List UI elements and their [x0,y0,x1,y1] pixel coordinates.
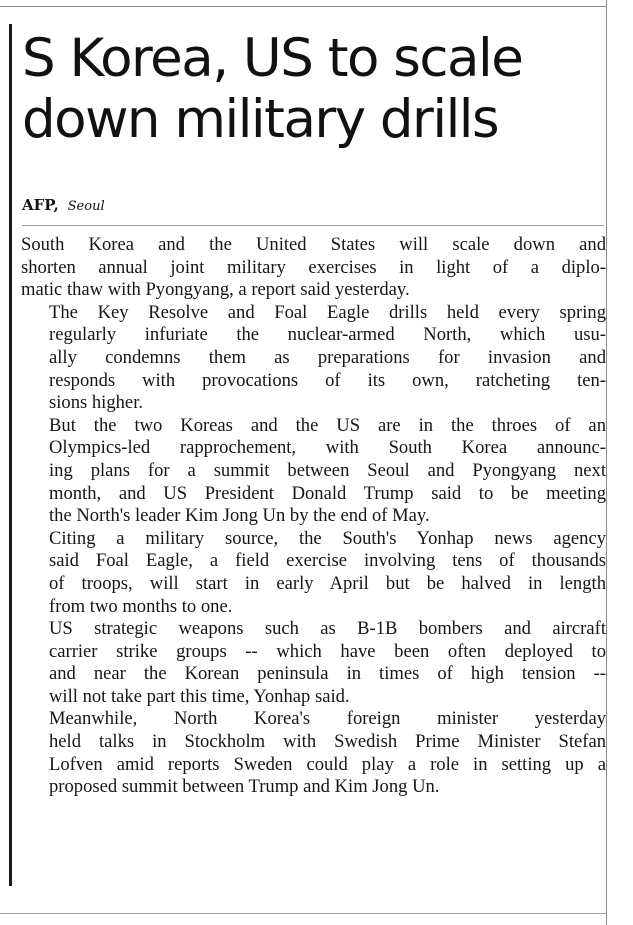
paragraph-line: held talks in Stockholm with Swedish Prime Minister Stefan [49,731,606,753]
article-paragraph [21,618,606,708]
paragraph-line: will not take part this time, Yonhap said. [49,685,350,707]
paragraph-line: Lofven amid reports Sweden could play a role in setting up a [49,753,606,775]
paragraph-line: and near the Korean peninsula in times of high tension -- [49,663,606,685]
paragraph-line: the North's leader Kim Jong Un by the end of May. [49,505,430,527]
headline [22,28,617,150]
article-paragraph [21,415,606,528]
paragraph-line: US strategic weapons such as B-1B bombers and aircraft [49,618,606,640]
paragraph-line: ing plans for a summit between Seoul and Pyongyang next [49,459,606,481]
paragraph-line: Meanwhile, North Korea's foreign minister yesterday [49,708,606,730]
paragraph-line: Citing a military source, the South's Yonhap news agency [49,527,606,549]
headline-line: S Korea, US to scale [22,28,523,89]
paragraph-line: regularly infuriate the nuclear-armed North, which usu- [49,324,606,346]
paragraph-line: ally condemns them as preparations for invasion and [49,346,606,368]
paragraph-line: shorten annual joint military exercises in light of a diplo- [21,256,606,278]
article-paragraph [21,708,606,798]
column-rule [9,24,12,886]
paragraph-line: said Foal Eagle, a field exercise involving tens of thousands [49,550,606,572]
paragraph-line: sions higher. [49,392,144,414]
paragraph-line: Olympics-led rapprochement, with South Korea announc- [49,437,606,459]
paragraph-line: carrier strike groups -- which have been often deployed to [49,640,606,662]
headline-line: down military drills [22,89,499,150]
page-frame-bottom-rule [0,913,606,914]
byline-location: Seoul [67,199,105,214]
paragraph-line: of troops, will start in early April but be halved in length [49,572,606,594]
paragraph-line: responds with provocations of its own, ratcheting ten- [49,369,606,391]
article-paragraph [21,302,606,415]
byline [22,196,105,216]
paragraph-line: The Key Resolve and Foal Eagle drills held every spring [49,301,606,323]
article-body [21,234,606,799]
paragraph-line: from two months to one. [49,595,233,617]
byline-agency: AFP, [22,196,59,214]
paragraph-line: matic thaw with Pyongyang, a report said yesterday. [21,279,410,301]
article-paragraph [21,234,606,302]
page-frame-top-rule [0,6,606,7]
paragraph-line: month, and US President Donald Trump said to be meeting [49,482,606,504]
article-paragraph [21,528,606,618]
paragraph-line: But the two Koreas and the US are in the throes of an [49,414,606,436]
byline-divider [22,225,604,226]
paragraph-line: proposed summit between Trump and Kim Jong Un. [49,776,440,798]
paragraph-line: South Korea and the United States will scale down and [21,234,606,255]
